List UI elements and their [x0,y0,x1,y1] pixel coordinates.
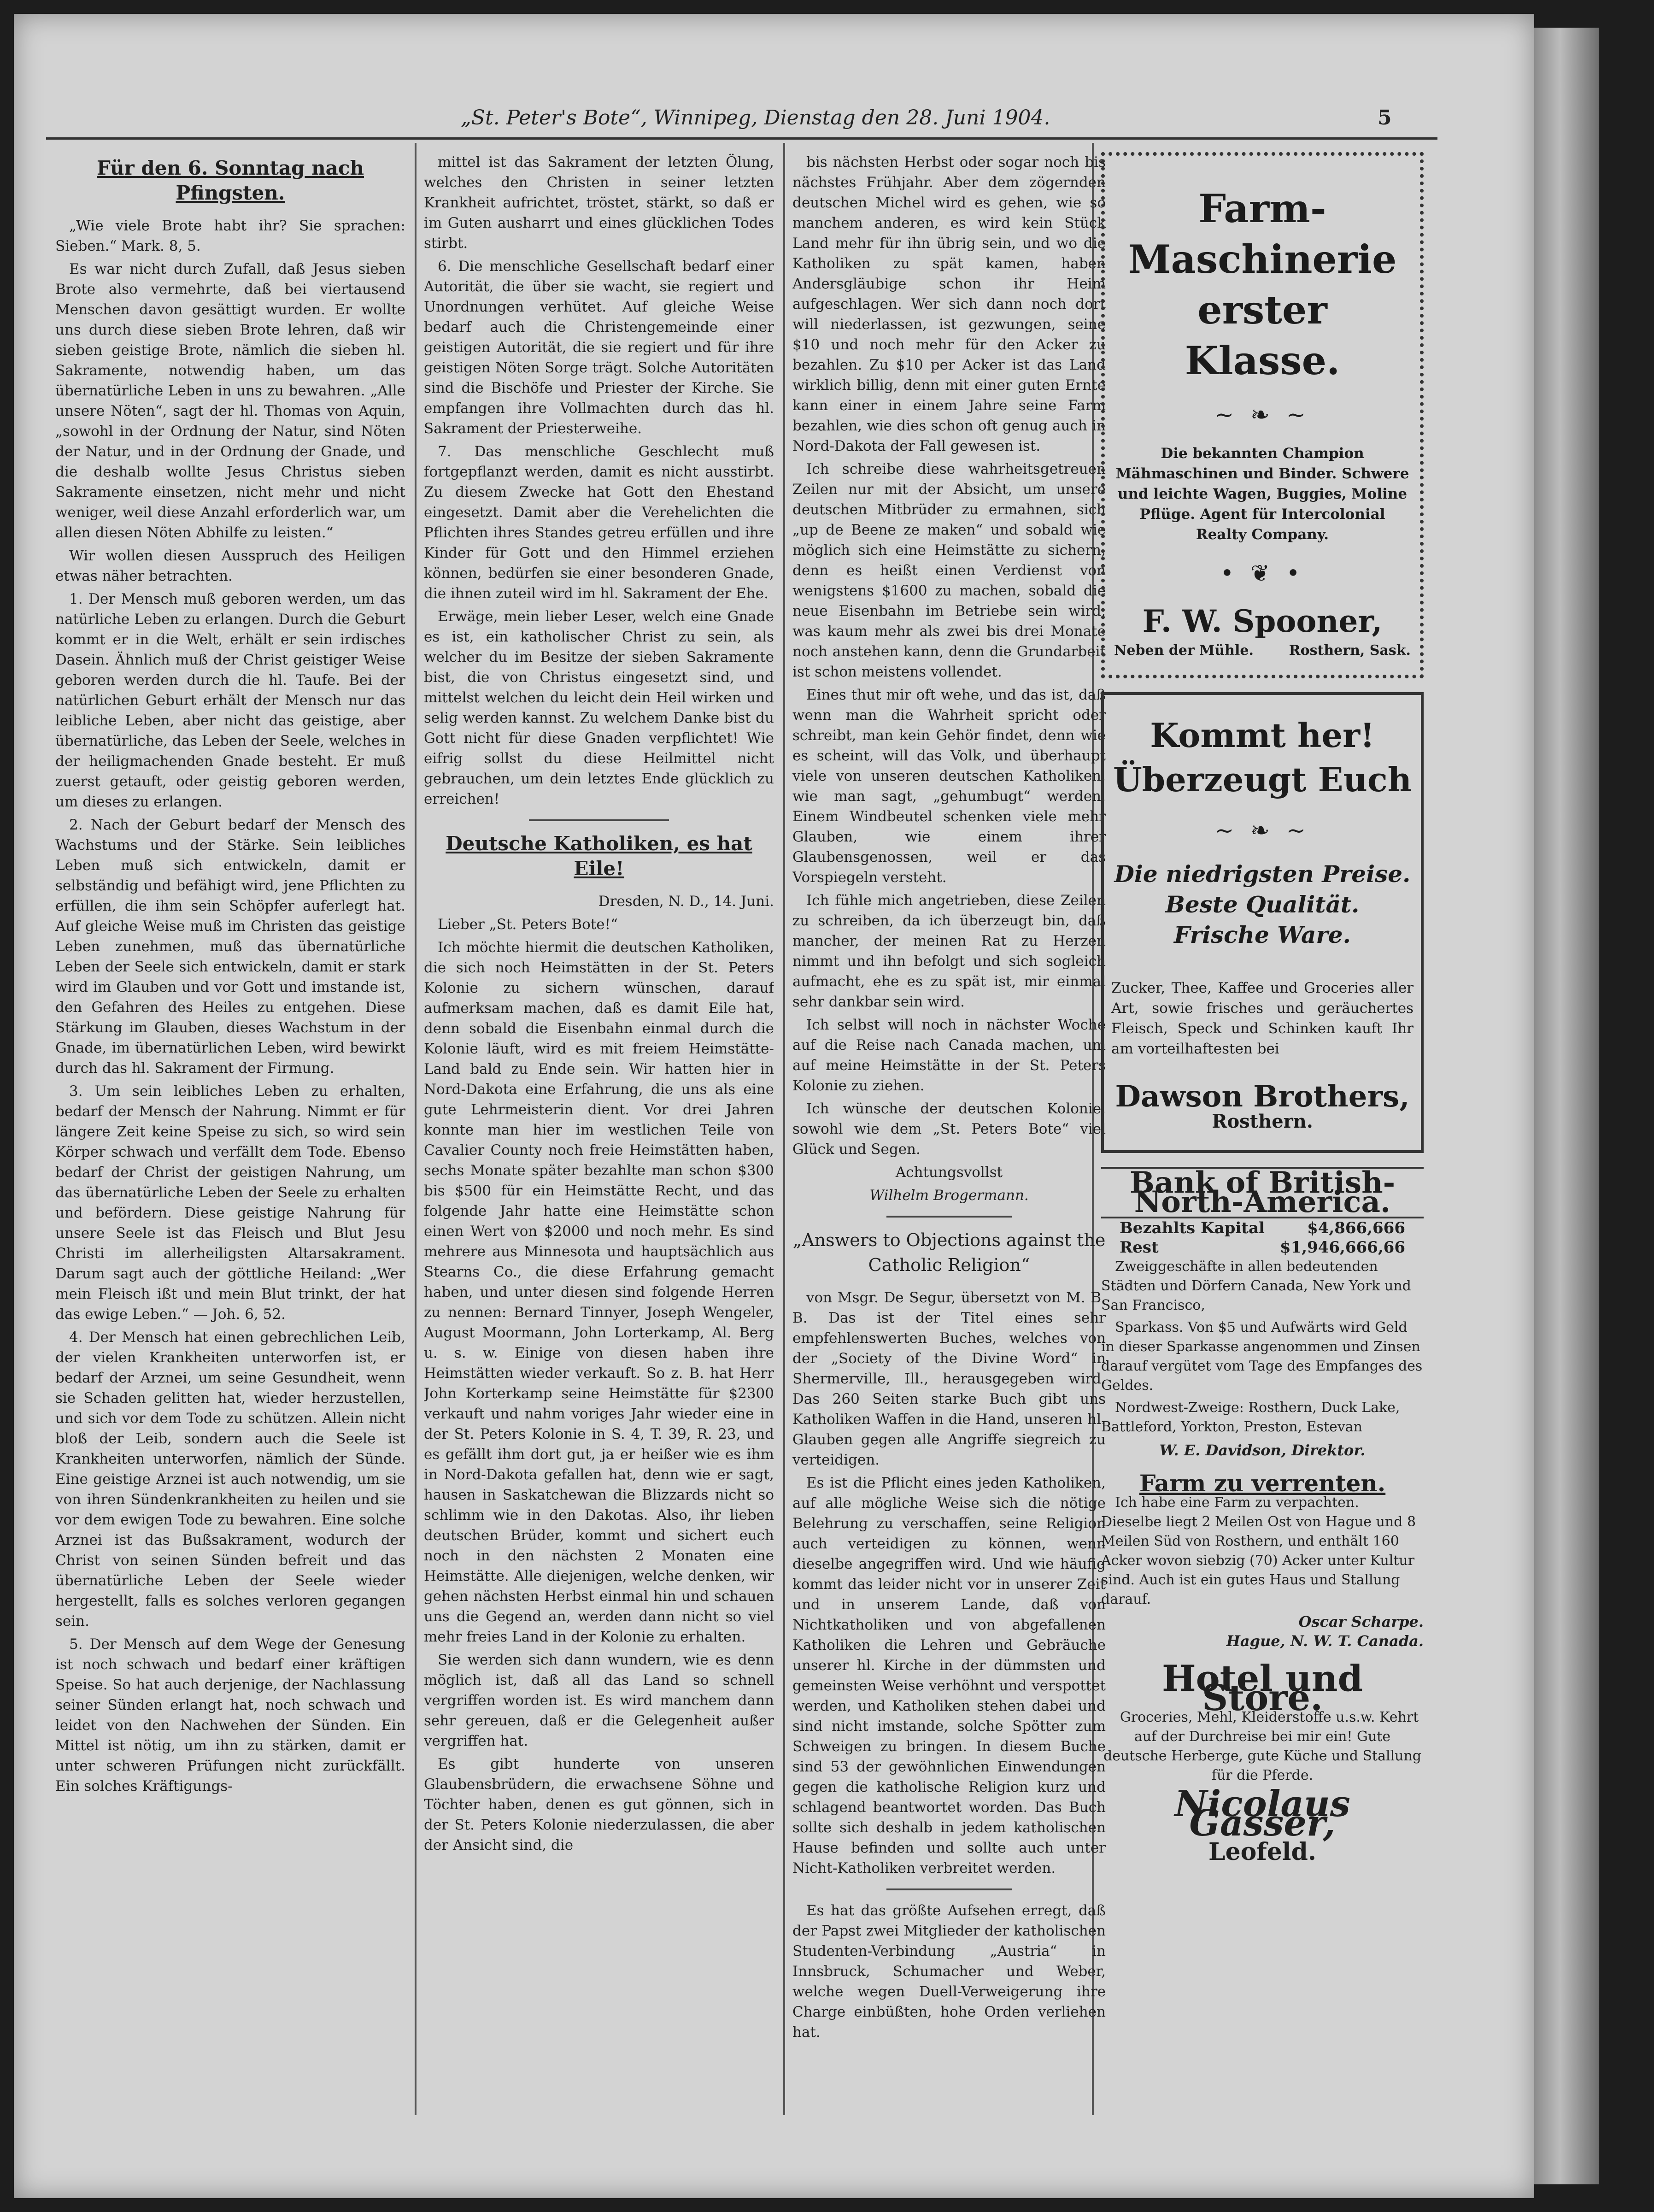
salutation: Lieber „St. Peters Bote!“ [438,916,618,933]
ad-merchant-name: Dawson Brothers, [1115,1079,1410,1114]
paragraph: 4. Der Mensch hat einen gebrechlichen Leib, der vielen Krankheiten unterworfen ist, er bedarf der Arznei, um seine Gesundheit, wenn sie Schaden gelitten hat, wieder herzustellen, und sich vor dem Tode zu schützen. Allein nicht bloß der Leib, sondern auch die Seele ist Krankheiten unterworfen, nämlich der Sünde. Eine geistige Arznei ist auch notwendig, um sie von ihren Sündenkrankheiten zu heilen und sie vor dem ewigen Tode zu bewahren. Eine solche Arznei ist das Bußsakrament, wodurch der Christ von seinen Sünden befreit und das übernatürliche Leben der Seele wieder hergestellt, falls es solches verloren gegangen sein. [55,1329,405,1630]
separator [886,1888,1012,1890]
ad-body: Zucker, Thee, Kaffee und Groceries aller Art, sowie frisches und geräuchertes Fleisch, Speck und Schinken kauft Ihr am vorteilhaftesten bei [1111,980,1414,1057]
paragraph: Erwäge, mein lieber Leser, welch eine Gnade es ist, ein katholischer Christ zu sein, als welcher du im Besitze der sieben Sakramente bist, die von Christus eingesetzt sind, und mittelst welchen du leicht dein Heil wirken und selig werden kannst. Zu welchem Danke bist du Gott nicht für diese Gnaden verpflichtet! Wie eifrig sollst du diese Heilmittel nicht gebrauchen, um dein letztes Ende glücklich zu erreichen! [424,608,774,807]
ad-slogan: Die niedrigsten Preise. [1114,860,1411,888]
paragraph: Wir wollen diesen Ausspruch des Heiligen etwas näher betrachten. [55,547,405,584]
paragraph: Ich möchte hiermit die deutschen Katholiken, die sich noch Heimstätten in der St. Peters Kolonie zu sichern wünschen, darauf aufmerksam machen, daß es damit Eile hat, denn sobald die Eisenbahn einmal durch die Kolonie läuft, wird es mit freiem Heimstätte-Land bald zu Ende sein. Wir hatten hier in Nord-Dakota eine Erfahrung, die uns als eine gute Lehrmeisterin dient. Vor drei Jahren konnte man hier im westlichen Teile von Cavalier County noch freie Heimstätten haben, sechs Monate später bezahlte man schon $300 bis $500 für ein Heimstätte Recht, und das folgende Jahr hatte eine Heimstätte schon einen Wert von $2000 und noch mehr. Es sind mehrere aus Minnesota und hauptsächlich aus Stearns Co., die diese Erfahrung gemacht haben, und unter diesen sind folgende Herren zu nennen: Bernard Tinnyer, Joseph Wengeler, August Moormann, John Lorterkamp, Al. Berg u. s. w. Einige von diesen haben ihre Heimstätten wieder verkauft. So z. B. hat Herr John Korterkamp seine Heimstätte für $2300 verkauft und nahm voriges Jahr wieder eine in der St. Peters Kolonie in S. 4, T. 39, R. 23, und es gefällt ihm dort gut, ja er heißer wie es ihm in Nord-Dakota gefallen hat, denn wie er sagt, hausen in Saskatchewan die Blizzards nicht so schlimm wie in den Dakotas. Also, ihr lieben deutschen Brüder, kommt und sichert euch noch in den nächsten 2 Monaten eine Heimstätte. Alle diejenigen, welche denken, wir gehen nächsten Herbst einmal hin und schauen uns die Gegend an, werden dann nicht so viel mehr freies Land in der Kolonie zu erhalten. [424,939,774,1645]
book-page-edge [1534,28,1599,2184]
bank-director: W. E. Davidson, Direktor. [1159,1441,1366,1459]
bank-body: Zweiggeschäfte in allen bedeutenden Städten und Dörfern Canada, New York und San Francisco, [1101,1259,1411,1313]
paragraph: Es war nicht durch Zufall, daß Jesus sieben Brote also vermehrte, daß bei viertausend Menschen davon gesättigt wurden. Er wollte uns durch diese sieben Brote lehren, daß wir sieben geistige Brote, nämlich die sieben hl. Sakramente, notwendig haben, um das übernatürliche Leben in uns zu bewahren. „Alle unsere Nöten“, sagt der hl. Thomas von Aquin, „sowohl in der Ordnung der Natur, sind Nöten der Natur, und in der Ordnung der Gnade, und die deshalb wollte Jesus Christus sieben Sakramente einsetzen, nicht mehr und nicht weniger, weil diese Anzahl erforderlich war, um allen diesen Nöten Abhilfe zu leisten.“ [55,261,405,541]
bank-body: Nordwest-Zweige: Rosthern, Duck Lake, Battleford, Yorkton, Preston, Estevan [1101,1400,1400,1435]
hotel-owner: Nicolaus Gasser, [1174,1783,1350,1844]
paragraph: 3. Um sein leibliches Leben zu erhalten, bedarf der Mensch der Nahrung. Nimmt er für längere Zeit keine Speise zu sich, so wird sein Körper schwach und verfällt dem Tode. Ebenso bedarf der Christ der geistigen Nahrung, um das übernatürliche Leben der Seele zu erhalten und befördern. Diese geistige Nahrung für unsere Seele ist das Fleisch und Blut Jesu Christi im allerheiligsten Altarsakrament. Darum sagt auch der göttliche Heiland: „Wer mein Fleisch ißt und mein Blut trinkt, der hat das ewige Leben.“ — Joh. 6, 52. [55,1083,405,1323]
page-number: 5 [1378,106,1392,129]
ad-body: Die bekannten Champion Mähmaschinen und Binder. Schwere und leichte Wagen, Buggies, Moline Pflüge. Agent für Intercolonial Realty Company. [1115,445,1409,543]
ad-bank [1101,1165,1424,1866]
paragraph: 2. Nach der Geburt bedarf der Mensch des Wachstums und der Stärke. Sein leibliches Leben muß sich entwickeln, damit er selbständig und befähigt wird, jene Pflichten zu erfüllen, die ihm sein Schöpfer auferlegt hat. Auf gleiche Weise muß im Christen das geistige Leben zunehmen, muß das übernatürliche Leben der Seele sich entwickeln, damit er stark wird im Glauben und vor Gott und imstande ist, den Gefahren des Heiles zu entgehen. Diese Stärkung im Glauben, dieses Wachstum in der Gnade, im übernatürlichen Leben, wird bewirkt durch das hl. Sakrament der Firmung. [55,817,405,1077]
paragraph: von Msgr. De Segur, übersetzt von M. B. B. Das ist der Titel eines sehr empfehlenswerten Buches, welches von der „Society of the Divine Word“ in Shermerville, Ill., herausgegeben wird. Das 260 Seiten starke Buch gibt uns Katholiken Waffen in die Hand, unseren hl. Glauben gegen alle Angriffe siegreich zu verteidigen. [792,1289,1106,1468]
paragraph: 5. Der Mensch auf dem Wege der Genesung ist noch schwach und bedarf einer kräftigen Speise. So hat auch derjenige, der Nachlassung seiner Sünden erlangt hat, noch schwach und leidet von den Nachwehen der Sünden. Ein Mittel ist nötig, um ihn zu stärken, damit er unter schweren Prüfungen nicht zurückfällt. Ein solches Kräftigungs- [55,1636,405,1794]
paragraph: Es hat das größte Aufsehen erregt, daß der Papst zwei Mitglieder der katholischen Studenten-Verbindung „Austria“ in Innsbruck, Schumacher und Weber, welche wegen Duell-Verweigerung ihre Charge einbüßten, hohe Orden verliehen hat. [792,1902,1106,2041]
signoff: Achtungsvollst [895,1164,1003,1181]
ad-dawson-brothers [1101,692,1424,1153]
paragraph: Ich fühle mich angetrieben, diese Zeilen zu schreiben, da ich überzeugt bin, daß mancher, der meinen Rat zu Herzen nimmt und ihn befolgt und sich sogleich aufmacht, ehe es zu spät ist, mir einmal sehr dankbar sein wird. [792,892,1106,1010]
bank-title: Bank of British-North-America. [1101,1167,1424,1218]
paragraph: „Wie viele Brote habt ihr? Sie sprachen: Sieben.“ Mark. 8, 5. [55,218,405,254]
ornament-icon: • ❦ • [1220,560,1305,587]
article-title: „Answers to Objections against the Catholic Religion“ [792,1230,1106,1275]
paragraph: 7. Das menschliche Geschlecht muß fortgepflanzt werden, damit es nicht ausstirbt. Zu diesem Zwecke hat Gott den Ehestand eingesetzt. Damit aber die Verehelichten die Pflichten ihres Standes getreu erfüllen und ihre Kinder für Gott und den Himmel erziehen können, bedürfen sie einer besonderen Gnade, die ihnen zuteil wird im hl. Sakrament der Ehe. [424,443,774,602]
bank-rest [1101,1238,1424,1257]
paragraph: mittel ist das Sakrament der letzten Ölung, welches den Christen in seiner letzten Krankheit aufrichtet, tröstet, stärkt, so daß er im Guten ausharrt und eines glücklichen Todes stirbt. [424,154,774,252]
paragraph: Ich wünsche der deutschen Kolonie, sowohl wie dem „St. Peters Bote“ viel Glück und Segen. [792,1100,1106,1158]
article-title: Für den 6. Sonntag nach Pfingsten. [97,157,364,204]
ad-headline: Kommt her! [1150,716,1375,755]
ad-merchant-name: F. W. Spooner, [1142,603,1383,639]
bank-capital-label: Bezahlts Kapital [1120,1219,1265,1237]
bank-rest-value: $1,946,666,66 [1279,1238,1405,1257]
hotel-town: Leofeld. [1208,1838,1316,1866]
paragraph: Sie werden sich dann wundern, wie es denn möglich ist, daß all das Land so schnell vergriffen worden ist. Es wird manchem dann sehr gereuen, daß er die Gelegenheit außer vergriffen hat. [424,1652,774,1749]
ornament-icon: ~ ❧ ~ [1214,401,1310,428]
column-3 [792,152,1106,2115]
masthead: „St. Peter's Bote“, Winnipeg, Dienstag den 28. Juni 1904. [461,106,1050,129]
separator [886,1216,1012,1218]
paragraph: Eines thut mir oft wehe, und das ist, daß wenn man die Wahrheit spricht oder schreibt, man kein Gehör findet, denn wie es scheint, will das Volk, und überhaupt viele von unseren deutschen Katholiken, wie man sagt, „gehumbugt“ werden. Einem Windbeutel schenken viele mehr Glauben, wie einem ihrer Glaubensgenossen, weil er das Vorspiegeln versteht. [792,687,1106,886]
column-1 [55,152,405,2115]
column-4-ads [1101,152,1424,2115]
paragraph: 6. Die menschliche Gesellschaft bedarf einer Autorität, die über sie wacht, sie regiert und Unordnungen verhütet. Auf gleiche Weise bedarf auch die Christengemeinde einer geistigen Autorität, die sie regiert und für ihre geistigen Nöten Sorge trägt. Solche Autoritäten sind die Bischöfe und Priester der Kirche. Sie empfangen ihre Vollmachten durch das hl. Sakrament der Priesterweihe. [424,258,774,437]
farm-rent-title: Farm zu verrenten. [1139,1470,1386,1497]
column-rule [783,143,785,2115]
ad-slogan: Beste Qualität. [1165,891,1360,918]
bank-capital [1101,1218,1424,1238]
farm-rent-address: Hague, N. W. T. Canada. [1226,1632,1424,1650]
header-rule [46,137,1437,140]
separator [529,819,669,821]
paragraph: Es ist die Pflicht eines jeden Katholiken, auf alle mögliche Weise sich die nötige Belehrung zu verschaffen, seine Religion auch verteidigen zu können, wenn dieselbe angegriffen wird. Und wie häufig kommt das leider nicht vor in unserer Zeit und in unserem Lande, daß von Nichtkatholiken und von abgefallenen Katholiken die Lehren und Gebräuche unserer hl. Kirche in der dümmsten und gemeinsten Weise verhöhnt und verspottet werden, und Katholiken stehen dabei und sind nicht imstande, solche Spötter zum Schweigen zu bringen. In diesem Buche sind 53 der gewöhnlichen Einwendungen gegen die katholische Religion kurz und schlagend beantwortet worden. Das Buch sollte sich deshalb in jedem katholischen Hause befinden und sollte auch unter Nicht-Katholiken verbreitet werden. [792,1475,1106,1877]
ad-address [1114,641,1411,661]
bank-rest-label: Rest [1120,1238,1159,1257]
hotel-title: Hotel und Store. [1161,1658,1363,1719]
ad-slogan: Frische Ware. [1174,921,1351,948]
article-title: Deutsche Katholiken, es hat Eile! [446,832,752,880]
dateline: Dresden, N. D., 14. Juni. [598,893,774,910]
ad-town: Rosthern. [1212,1111,1313,1132]
ad-address-left: Neben der Mühle. [1114,642,1254,659]
column-2 [424,152,774,2115]
paragraph: 1. Der Mensch muß geboren werden, um das natürliche Leben zu erlangen. Durch die Geburt kommt er in die Welt, erhält er sein irdisches Dasein. Ähnlich muß der Christ geistiger Weise geboren werden durch die hl. Taufe. Bei der natürlichen Geburt erhält der Mensch nur das leibliche Leben, aber nicht das geistige, aber übernatürliche, das Leben der Seele, welches in der heiligmachenden Gnade besteht. Er muß zuerst getauft, oder geistig geboren werden, um dieses zu erlangen. [55,591,405,810]
column-rule [415,143,416,2115]
ad-headline: erster Klasse. [1185,287,1340,383]
ad-headline: Überzeugt Euch [1113,760,1412,799]
signature: Wilhelm Brogermann. [869,1187,1029,1204]
bank-capital-value: $4,866,666 [1307,1219,1405,1237]
paragraph: Ich schreibe diese wahrheitsgetreuen Zeilen nur mit der Absicht, um unsere deutschen Mitbrüder zu ermahnen, sich „up de Beene ze maken“ und sobald wie möglich sich eine Heimstätte zu sichern, denn es heißt einen Verdienst von wenigstens $1600 zu machen, sobald die neue Eisenbahn im Betriebe sein wird, was kaum mehr als zwei bis drei Monate noch anstehen kann, denn die Grundarbeit ist schon meistens vollendet. [792,461,1106,680]
ornament-icon: ~ ❧ ~ [1214,817,1310,844]
farm-rent-name: Oscar Scharpe. [1298,1613,1424,1630]
bank-body: Sparkass. Von $5 und Aufwärts wird Geld in dieser Sparkasse angenommen und Zinsen darauf vergütet vom Tage des Empfanges des Geldes. [1101,1319,1423,1394]
farm-rent-body: Ich habe eine Farm zu verpachten. Dieselbe liegt 2 Meilen Ost von Hague und 8 Meilen Süd von Rosthern, und enthält 160 Acker wovon siebzig (70) Acker unter Kultur sind. Auch ist ein gutes Haus und Stallung darauf. [1101,1494,1416,1607]
ad-address-right: Rosthern, Sask. [1289,642,1411,659]
paragraph: Ich selbst will noch in nächster Woche auf die Reise nach Canada machen, um auf meine Heimstätte in der St. Peters Kolonie zu ziehen. [792,1017,1106,1094]
paragraph: Es gibt hunderte von unseren Glaubensbrüdern, die erwachsene Söhne und Töchter haben, denen es gut gönnen, sich in der St. Peters Kolonie niederzulassen, die aber der Ansicht sind, die [424,1756,774,1853]
hotel-body: Groceries, Mehl, Kleiderstoffe u.s.w. Kehrt auf der Durchreise bei mir ein! Gute deutsche Herberge, gute Küche und Stallung für die Pferde. [1103,1709,1421,1783]
ad-headline: Maschinerie [1128,236,1397,282]
paragraph: bis nächsten Herbst oder sogar noch bis nächstes Frühjahr. Aber dem zögernden deutschen Michel wird es gehen, wie so manchem anderen, es wird kein Stück Land mehr für ihn übrig sein, und wo die Katholiken zu spät kamen, haben Andersgläubige schon ihr Heim aufgeschlagen. Wer sich dann noch dort will niederlassen, ist gezwungen, seine $10 und noch mehr für den Acker zu bezahlen. Zu $10 per Acker ist das Land wirklich billig, denn mit einer guten Ernte kann einer in einem Jahre seine Farm bezahlen, wie dies schon oft genug auch in Nord-Dakota der Fall gewesen ist. [792,154,1106,454]
ad-farm-machinery [1101,152,1424,678]
ad-headline: Farm- [1198,186,1326,231]
